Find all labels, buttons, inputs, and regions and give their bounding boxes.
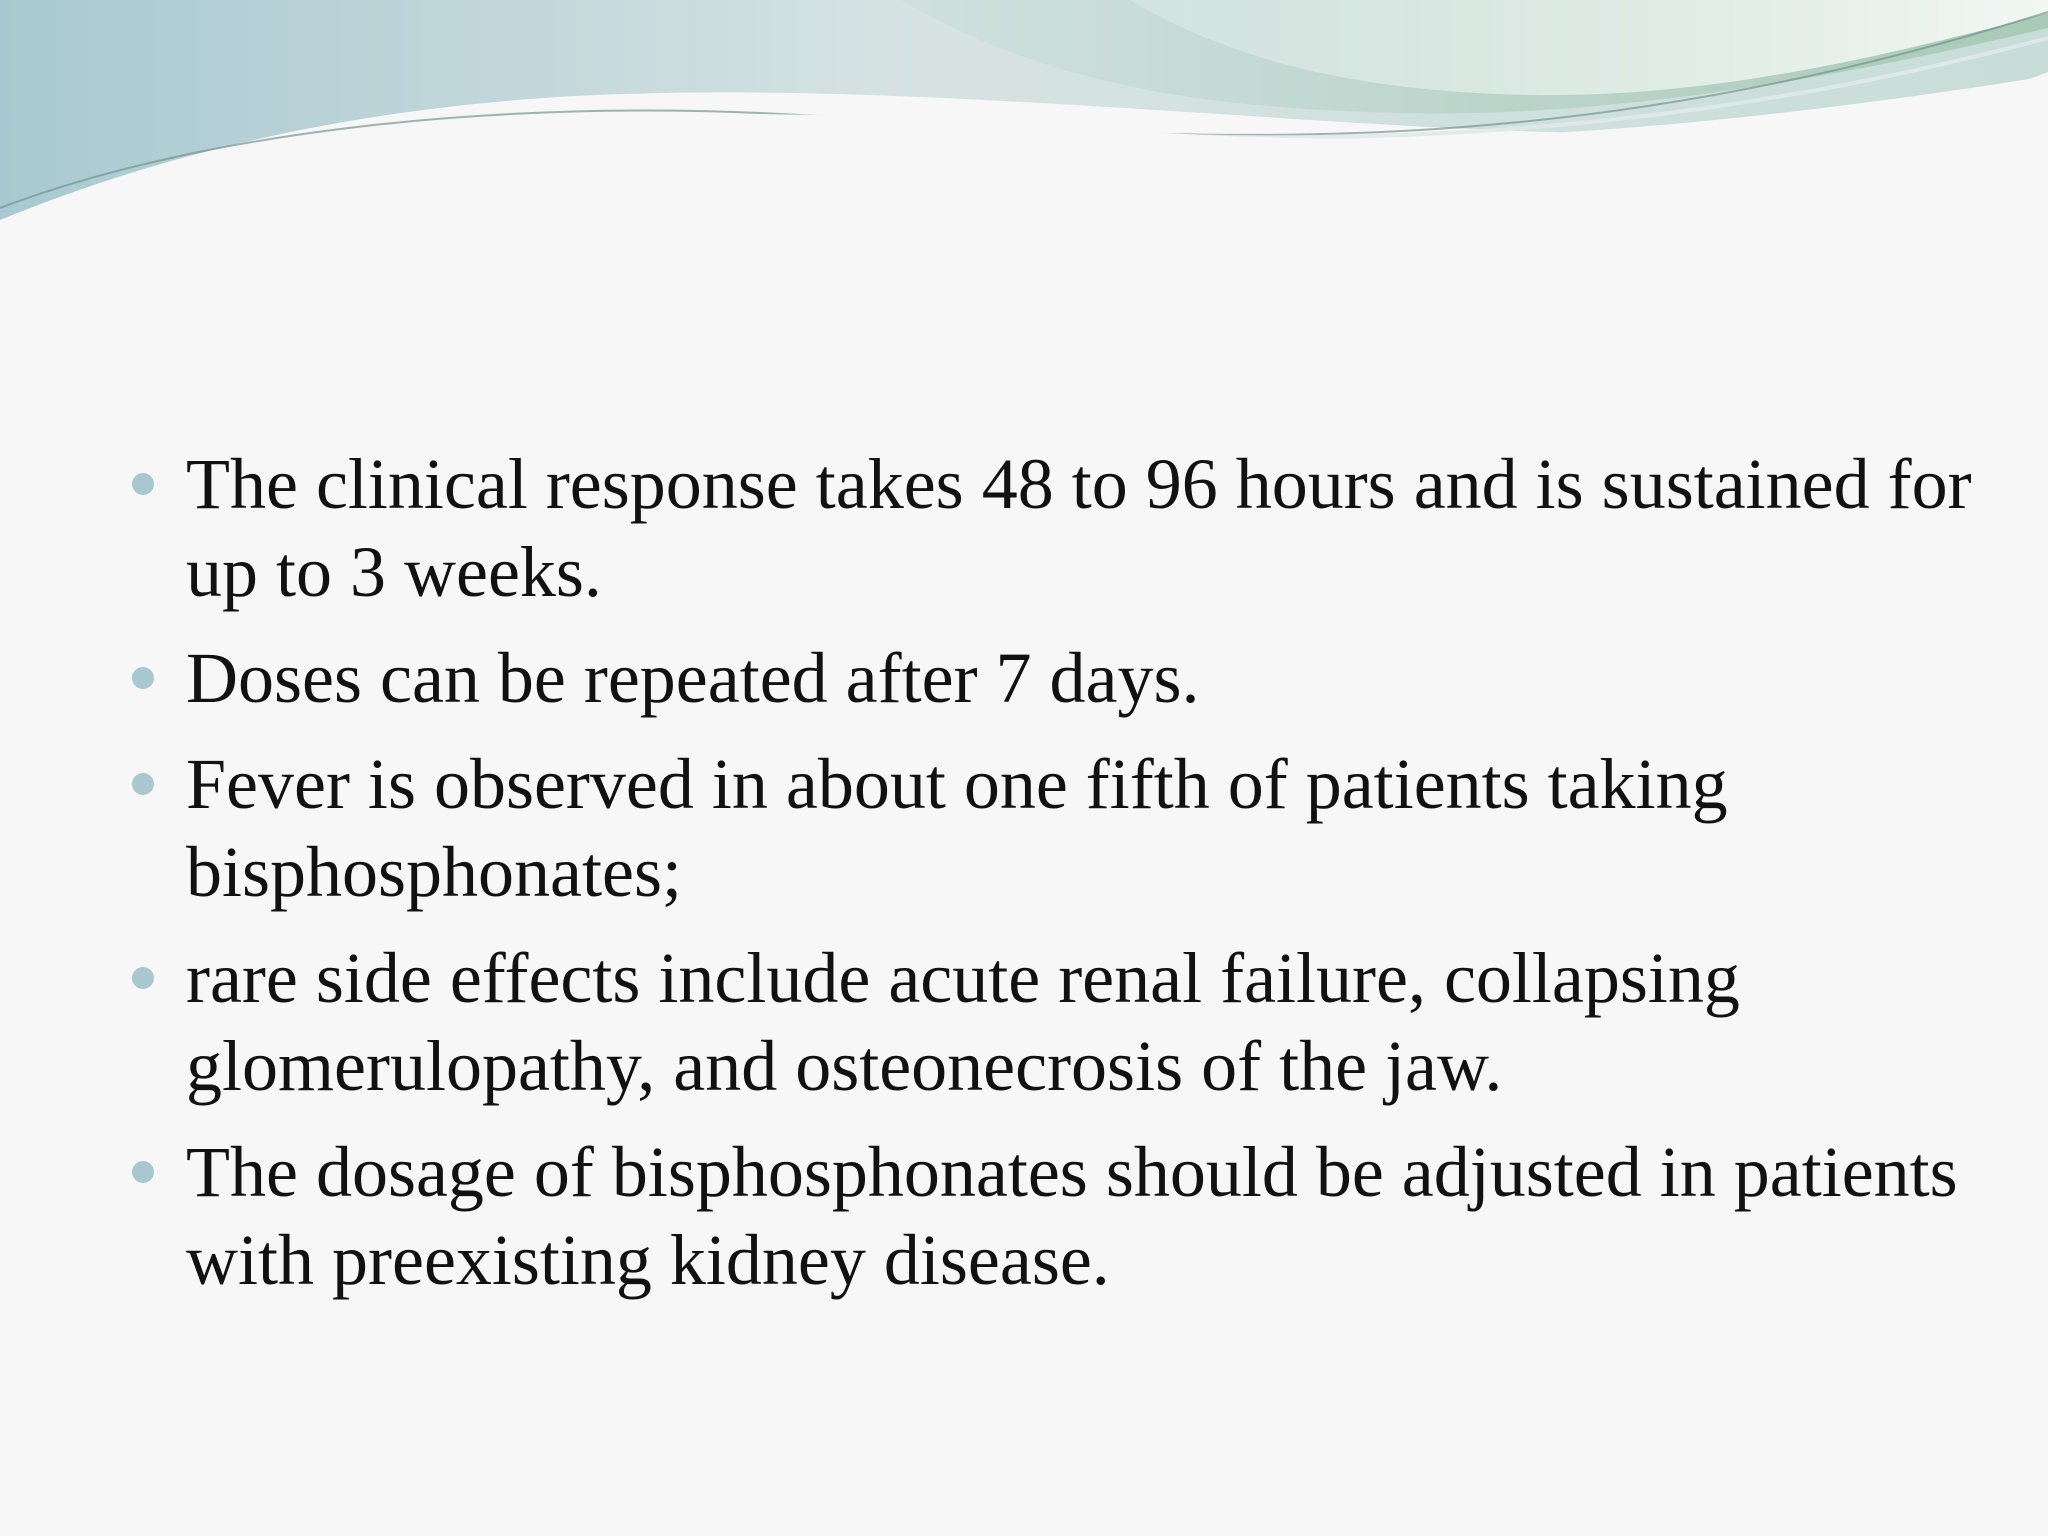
- bullet-text: The dosage of bisphosphonates should be adjusted in patients with preexisting kidney disease.: [186, 1132, 1958, 1300]
- bullet-dot-icon: [132, 967, 154, 989]
- bullet-item: [0, 740, 2048, 916]
- bullet-dot-icon: [132, 773, 154, 795]
- bullet-item: [0, 634, 2048, 722]
- bullet-list: [0, 440, 2048, 1322]
- bullet-text: Doses can be repeated after 7 days.: [186, 638, 1200, 718]
- bullet-dot-icon: [132, 473, 154, 495]
- bullet-item: [0, 440, 2048, 616]
- bullet-item: [0, 934, 2048, 1110]
- bullet-item: [0, 1128, 2048, 1304]
- bullet-text: rare side effects include acute renal failure, collapsing glomerulopathy, and osteonecrosis of the jaw.: [186, 938, 1740, 1106]
- bullet-text: The clinical response takes 48 to 96 hours and is sustained for up to 3 weeks.: [186, 444, 1972, 612]
- decorative-wave-header: [0, 0, 2048, 240]
- bullet-dot-icon: [132, 667, 154, 689]
- bullet-text: Fever is observed in about one fifth of patients taking bisphosphonates;: [186, 744, 1728, 912]
- bullet-dot-icon: [132, 1161, 154, 1183]
